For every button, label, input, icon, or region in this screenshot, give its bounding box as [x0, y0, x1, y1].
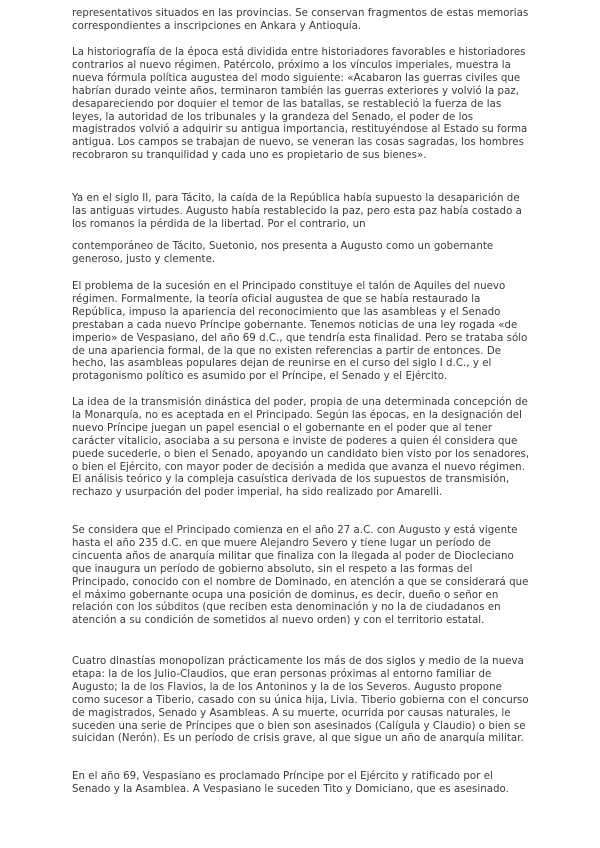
paragraph-5: El problema de la sucesión en el Principado constituye el talón de Aquiles del nuevo régimen. Formalmente, la teoría oficial augustea de que se había restaurado la República, impuso la apariencia del reconocimiento que las asambleas y el Senado prestaban a cada nuevo Príncipe gobernante. Tenemos noticias de una ley rogada «de imperio» de Vespasiano, del año 69 d.C., que tendría esta finalidad. Pero se trataba sólo de una apariencia formal, de la que no existen referencias a partir de entonces. De hecho, las asambleas populares dejan de reunirse en el curso del siglo I d.C., y el protagonismo político es asumido por el Príncipe, el Senado y el Ejército. — [72, 281, 528, 383]
paragraph-3: Ya en el siglo II, para Tácito, la caída de la República había supuesto la desaparición de las antiguas virtudes. Augusto había restablecido la paz, pero esta paz había costado a los romanos la pérdida de la libertad. Por el contrario, un — [72, 193, 522, 230]
paragraph-7: Se considera que el Principado comienza en el año 27 a.C. con Augusto y está vigente hasta el año 235 d.C. en que muere Alejandro Severo y tiene lugar un período de cincuenta años de anarquía militar que finaliza con la llegada al poder de Diocleciano que inaugura un período de gobierno absoluto, sin el respeto a las formas del Principado, conocido con el nombre de Dominado, en atención a que se considerará que el máximo gobernante ocupa una posición de dominus, es decir, dueño o señor en relación con los súbditos (que reciben esta denominación y no la de ciudadanos en atención a su condición de sometidos al nuevo orden) y con el territorio estatal. — [72, 525, 529, 627]
paragraph-8: Cuatro dinastías monopolizan prácticamente los más de dos siglos y medio de la nueva etapa: la de los Julio-Claudios, que eran personas próximas al entorno familiar de Augusto; la de los Flavios, la de los Antoninos y la de los Severos. Augusto propone como sucesor a Tiberio, casado con su única hija, Livia. Tiberio gobierna con el concurso de magistrados, Senado y Asambleas. A su muerte, ocurrida por causas naturales, le suceden una serie de Príncipes que o bien son asesinados (Calígula y Claudio) o bien se suicidan (Nerón). Es un período de crisis grave, al que sigue un año de anarquía militar. — [72, 656, 529, 745]
paragraph-6: La idea de la transmisión dinástica del poder, propia de una determinada concepción de la Monarquía, no es aceptada en el Principado. Según las épocas, en la designación del nuevo Príncipe juegan un papel esencial o el gobernante en el poder que al tener carácter vitalicio, asociaba a su persona e inviste de poderes a quien él considera que puede sucederle, o bien el Senado, apoyando un candidato bien visto por los senadores, o bien el Ejército, con mayor poder de decisión a medida que avanza el nuevo régimen. El análisis teórico y la compleja casuística derivada de los supuestos de transmisión, rechazo y usurpación del poder imperial, ha sido realizado por Amarelli. — [72, 397, 530, 499]
paragraph-4: contemporáneo de Tácito, Suetonio, nos presenta a Augusto como un gobernante generoso, justo y clemente. — [72, 241, 494, 265]
paragraph-1: representativos situados en las provincias. Se conservan fragmentos de estas memorias correspondientes a inscripciones en Ankara y Antioquía. — [72, 8, 529, 32]
paragraph-9: En el año 69, Vespasiano es proclamado Príncipe por el Ejército y ratificado por el Senado y la Asamblea. A Vespasiano le suceden Tito y Domiciano, que es asesinado. — [72, 771, 509, 795]
paragraph-2: La historiografía de la época está dividida entre historiadores favorables e historiadores contrarios al nuevo régimen. Patércolo, próximo a los vínculos imperiales, muestra la nueva fórmula política augustea del modo siguiente: «Acabaron las guerras civiles que habrían durado veinte años, terminaron también las guerras exteriores y volvió la paz, desapareciendo por doquier el temor de las batallas, se restableció la fuerza de las leyes, la autoridad de los tribunales y la grandeza del Senado, el poder de los magistrados volvió a adquirir su antigua importancia, restituyéndose al Estado su forma antigua. Los campos se trabajan de nuevo, se veneran las cosas sagradas, los hombres recobraron su tranquilidad y cada uno es propietario de sus bienes». — [72, 47, 528, 162]
